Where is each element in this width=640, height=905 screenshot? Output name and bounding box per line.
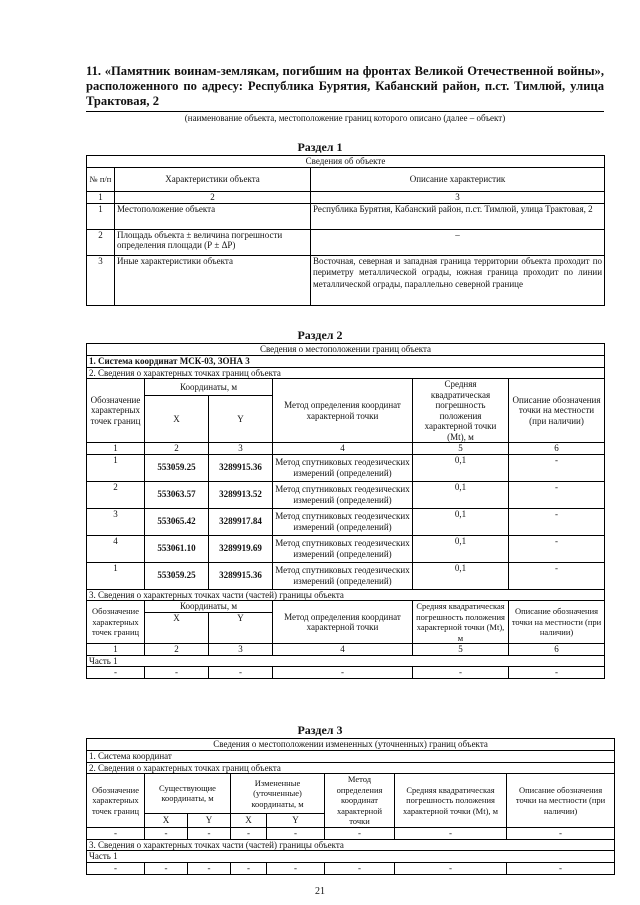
point-method: Метод спутниковых геодезических измерений (определений) — [273, 508, 413, 535]
table-row — [87, 229, 605, 255]
point-error: 0,1 — [413, 454, 509, 481]
point-id: 1 — [87, 562, 145, 589]
boundary-table — [86, 343, 605, 679]
point-desc: - — [509, 454, 605, 481]
index-cell: 1 — [87, 443, 145, 455]
empty-cell: - — [145, 862, 188, 874]
point-id: 4 — [87, 535, 145, 562]
section-1-title: Раздел 1 — [297, 140, 343, 154]
point-desc: - — [509, 508, 605, 535]
point-error: 0,1 — [413, 481, 509, 508]
table-row — [87, 481, 605, 508]
row-number: 3 — [87, 255, 115, 305]
point-y: 3289919.69 — [209, 535, 273, 562]
table-row — [87, 508, 605, 535]
row-description: Республика Бурятия, Кабанский район, п.ст. Тимлюй, улица Трактовая, 2 — [311, 203, 605, 229]
point-y: 3289915.36 — [209, 562, 273, 589]
row-characteristic: Местоположение объекта — [115, 203, 311, 229]
point-error: 0,1 — [413, 508, 509, 535]
row-number: 1 — [87, 203, 115, 229]
row-characteristic: Площадь объекта ± величина погрешности определения площади (Р ± ΔР) — [115, 229, 311, 255]
title-underline — [86, 111, 604, 112]
header-x: X — [231, 813, 267, 827]
index-cell: 3 — [209, 644, 273, 656]
parts-header-y: Y — [209, 612, 273, 643]
table-row — [87, 562, 605, 589]
empty-cell: - — [267, 827, 325, 839]
point-id: 1 — [87, 454, 145, 481]
empty-cell: - — [87, 827, 145, 839]
index-cell: 3 — [209, 443, 273, 455]
parts-header-desc: Описание обозначения точки на местности (при наличии) — [509, 601, 605, 644]
header-x: X — [145, 396, 209, 443]
empty-cell: - — [209, 667, 273, 679]
header-method: Метод определения координат характерной точки — [273, 379, 413, 443]
header-y: Y — [188, 813, 231, 827]
coord-system: 1. Система координат — [87, 751, 615, 763]
index-cell: 2 — [145, 443, 209, 455]
empty-cell: - — [273, 667, 413, 679]
point-error: 0,1 — [413, 535, 509, 562]
empty-cell: - — [507, 827, 615, 839]
empty-cell: - — [188, 862, 231, 874]
empty-cell: - — [413, 667, 509, 679]
header-characteristics: Характеристики объекта — [115, 168, 311, 192]
header-coords: Координаты, м — [145, 379, 273, 396]
row-description: Восточная, северная и западная граница территории объекта проходит по периметру металлической ограды, южная граница проходит по линии металлической ограды, параллельно северной границе — [311, 255, 605, 305]
row-number: 2 — [87, 229, 115, 255]
index-cell: 6 — [509, 443, 605, 455]
header-changed-coords: Измененные (уточненные) координаты, м — [231, 774, 325, 814]
empty-cell: - — [188, 827, 231, 839]
empty-cell: - — [145, 827, 188, 839]
point-x: 553063.57 — [145, 481, 209, 508]
object-info-table — [86, 155, 605, 306]
table-row — [87, 535, 605, 562]
header-point: Обозначение характерных точек границ — [87, 774, 145, 828]
table-row — [87, 255, 605, 305]
points-title: 2. Сведения о характерных точках границ объекта — [87, 762, 615, 774]
empty-cell: - — [231, 827, 267, 839]
object-caption: (наименование объекта, местоположение границ которого описано (далее – объект) — [184, 113, 506, 123]
empty-cell: - — [507, 862, 615, 874]
empty-cell: - — [325, 827, 395, 839]
parts-header-error: Средняя квадратическая погрешность положения характерной точки (Mt), м — [413, 601, 509, 644]
parts-header-method: Метод определения координат характерной точки — [273, 601, 413, 644]
header-num: № п/п — [87, 168, 115, 192]
index-cell: 6 — [509, 644, 605, 656]
point-y: 3289915.36 — [209, 454, 273, 481]
point-y: 3289917.84 — [209, 508, 273, 535]
points-title: 2. Сведения о характерных точках границ объекта — [87, 367, 605, 379]
point-method: Метод спутниковых геодезических измерений (определений) — [273, 562, 413, 589]
empty-cell: - — [87, 862, 145, 874]
header-existing-coords: Существующие координаты, м — [145, 774, 231, 814]
parts-header-point: Обозначение характерных точек границ — [87, 601, 145, 644]
object-info-table-title: Сведения об объекте — [87, 156, 605, 168]
point-desc: - — [509, 562, 605, 589]
table-row — [87, 667, 605, 679]
empty-cell: - — [509, 667, 605, 679]
index-cell: 5 — [413, 443, 509, 455]
header-point-desc: Описание обозначения точки на местности (при наличии) — [507, 774, 615, 828]
object-title: 11. «Памятник воинам-землякам, погибшим на фронтах Великой Отечественной войны», расположенного по адресу: Республика Бурятия, Кабанский район, п.ст. Тимлюй, улица Трактовая, 2 — [86, 64, 604, 108]
point-id: 3 — [87, 508, 145, 535]
point-method: Метод спутниковых геодезических измерений (определений) — [273, 535, 413, 562]
row-description: – — [311, 229, 605, 255]
section-3-title: Раздел 3 — [297, 723, 343, 737]
part-label: Часть 1 — [87, 655, 605, 667]
header-error: Средняя квадратическая погрешность положения характерной точки (Mt), м — [395, 774, 507, 828]
empty-cell: - — [395, 862, 507, 874]
table-row — [87, 862, 615, 874]
empty-cell: - — [325, 862, 395, 874]
point-x: 553065.42 — [145, 508, 209, 535]
index-cell: 5 — [413, 644, 509, 656]
header-point: Обозначение характерных точек границ — [87, 379, 145, 443]
point-x: 553061.10 — [145, 535, 209, 562]
table-row — [87, 827, 615, 839]
point-x: 553059.25 — [145, 562, 209, 589]
index-cell: 1 — [87, 644, 145, 656]
header-point-desc: Описание обозначения точки на местности (при наличии) — [509, 379, 605, 443]
boundary-table-title: Сведения о местоположении границ объекта — [87, 344, 605, 356]
header-x: X — [145, 813, 188, 827]
point-method: Метод спутниковых геодезических измерений (определений) — [273, 454, 413, 481]
point-desc: - — [509, 535, 605, 562]
parts-title: 3. Сведения о характерных точках части (частей) границы объекта — [87, 589, 605, 601]
header-method: Метод определения координат характерной точки — [325, 774, 395, 828]
point-error: 0,1 — [413, 562, 509, 589]
changed-boundary-table — [86, 738, 615, 875]
changed-table-title: Сведения о местоположении измененных (уточненных) границ объекта — [87, 739, 615, 751]
header-y: Y — [209, 396, 273, 443]
index-cell: 4 — [273, 644, 413, 656]
point-x: 553059.25 — [145, 454, 209, 481]
header-error: Средняя квадратическая погрешность положения характерной точки (Mt), м — [413, 379, 509, 443]
page-number: 21 — [315, 886, 325, 897]
section-2-title: Раздел 2 — [297, 328, 343, 342]
part-label: Часть 1 — [87, 851, 615, 863]
point-id: 2 — [87, 481, 145, 508]
parts-title: 3. Сведения о характерных точках части (частей) границы объекта — [87, 839, 615, 851]
empty-cell: - — [231, 862, 267, 874]
index-cell: 3 — [311, 192, 605, 204]
index-cell: 1 — [87, 192, 115, 204]
table-row — [87, 203, 605, 229]
empty-cell: - — [145, 667, 209, 679]
empty-cell: - — [87, 667, 145, 679]
coord-system: 1. Система координат МСК-03, ЗОНА 3 — [87, 356, 605, 368]
parts-header-coords: Координаты, м — [145, 601, 273, 613]
parts-header-x: X — [145, 612, 209, 643]
empty-cell: - — [267, 862, 325, 874]
index-cell: 2 — [145, 644, 209, 656]
index-cell: 2 — [115, 192, 311, 204]
header-description: Описание характеристик — [311, 168, 605, 192]
row-characteristic: Иные характеристики объекта — [115, 255, 311, 305]
index-cell: 4 — [273, 443, 413, 455]
table-row — [87, 454, 605, 481]
point-method: Метод спутниковых геодезических измерений (определений) — [273, 481, 413, 508]
header-y: Y — [267, 813, 325, 827]
point-desc: - — [509, 481, 605, 508]
point-y: 3289913.52 — [209, 481, 273, 508]
empty-cell: - — [395, 827, 507, 839]
